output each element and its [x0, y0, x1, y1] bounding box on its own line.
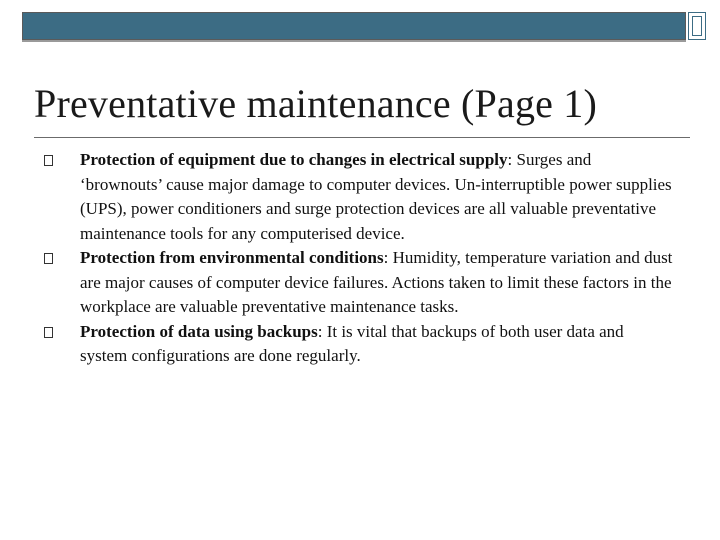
bullet-separator: : [383, 248, 393, 267]
header-band [22, 12, 686, 40]
bullet-heading: Protection of equipment due to changes in electrical supply [80, 150, 508, 169]
hollow-square-bullet-icon [44, 253, 53, 264]
bullet-separator: : [507, 150, 517, 169]
hollow-square-bullet-icon [44, 327, 53, 338]
bullet-heading: Protection from environmental conditions [80, 248, 384, 267]
bullet-list [44, 148, 674, 369]
title-divider [34, 137, 690, 138]
bullet-text: Humidity, temperature variation and dust are major causes of computer device failures. Actions taken to limit these factors in the workplace are valuable preventative maintenance tasks. [80, 248, 673, 316]
bullet-item-environmental-conditions [44, 246, 674, 320]
bullet-item-data-backups [44, 320, 674, 369]
hollow-square-bullet-icon [44, 155, 53, 166]
bullet-text: It is vital that backups of both user data and system configurations are done regularly. [80, 321, 624, 365]
header-band-underline [22, 40, 686, 42]
bullet-separator: : [317, 321, 327, 341]
bullet-heading: Protection of data using backups [80, 321, 318, 341]
corner-square-icon [688, 12, 706, 40]
page-title: Preventative maintenance (Page 1) [34, 81, 598, 126]
bullet-text: Surges and ‘brownouts’ cause major damage to computer devices. Un-interruptible power supplies (UPS), power conditioners and surge protection devices are all valuable preventative maintenance tools for any computerised device. [80, 150, 672, 243]
bullet-item-electrical-supply [44, 148, 674, 246]
